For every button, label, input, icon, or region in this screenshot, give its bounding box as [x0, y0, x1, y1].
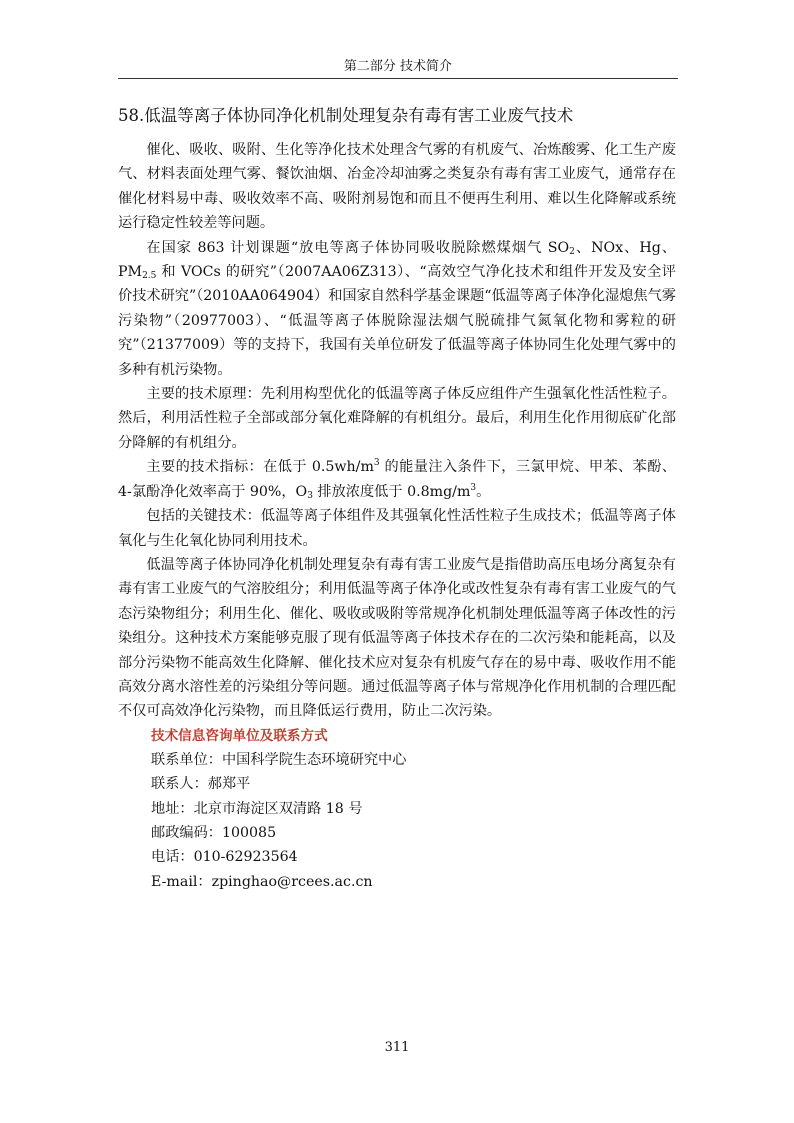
running-header: 第二部分 技术简介 — [343, 59, 453, 74]
paragraph-list — [118, 138, 676, 724]
body-paragraph — [118, 138, 676, 236]
body-paragraph — [118, 504, 676, 553]
text-run: 排放浓度低于 0.8mg/m — [312, 483, 471, 500]
text-sup: 3 — [470, 482, 477, 493]
text-sup: 3 — [373, 458, 380, 469]
text-run: 主要的技术原理：先利用构型优化的低温等离子体反应组件产生强氧化性活性粒子。然后，利用活性粒子全部或部分氧化难降解的有机组分。最后，利用生化作用彻底矿化部分降解的有机组分。 — [118, 386, 676, 451]
contact-address: 地址：北京市海淀区双清路 18 号 — [151, 800, 363, 817]
text-run: 的能量注入条件下，三氯甲烷、甲苯、苯酚、4-氯酚净化效率高于 90%，O — [118, 459, 676, 500]
body-text — [118, 138, 676, 894]
text-run: 催化、吸收、吸附、生化等净化技术处理含气雾的有机废气、冶炼酸雾、化工生产废气、材料表面处理气雾、餐饮油烟、冶金冷却油雾之类复杂有毒有害工业废气，通常存在催化材料易中毒、吸收效率不高、吸附剂易饱和而且不便再生利用、难以生化降解或系统运行稳定性较差等问题。 — [118, 142, 676, 232]
contact-email[interactable]: E-mail：zpinghao@rcees.ac.cn — [151, 873, 373, 890]
text-run: 、NOx、Hg、PM — [118, 239, 676, 281]
contact-postcode: 邮政编码：100085 — [151, 825, 277, 842]
body-paragraph — [118, 553, 676, 724]
section-title: 58.低温等离子体协同净化机制处理复杂有毒有害工业废气技术 — [118, 106, 574, 125]
text-run: 低温等离子体协同净化机制处理复杂有毒有害工业废气是指借助高压电场分离复杂有毒有害工业废气的气溶胶组分；利用低温等离子体净化或改性复杂有毒有害工业废气的气态污染物组分；利用生化、催化、吸收或吸附等常规净化机制处理低温等离子体改性的污染组分。这种技术方案能够克服了现有低温等离子体技术存在的二次污染和能耗高，以及部分污染物不能高效生化降解、催化技术应对复杂有机废气存在的易中毒、吸收作用不能高效分离水溶性差的污染组分等问题。通过低温等离子体与常规净化作用机制的合理匹配不仅可高效净化污染物，而且降低运行费用，防止二次污染。 — [118, 556, 676, 720]
text-run: 在国家 863 计划课题“放电等离子体协同吸收脱除燃煤烟气 SO — [146, 239, 570, 256]
contact-phone: 电话：010-62923564 — [151, 849, 298, 866]
text-run: 包括的关键技术：低温等离子体组件及其强氧化性活性粒子生成技术；低温等离子体氧化与生化氧化协同利用技术。 — [118, 508, 676, 549]
text-run: 主要的技术指标：在低于 0.5wh/m — [146, 459, 374, 476]
body-paragraph — [118, 455, 676, 504]
contact-block — [118, 748, 676, 894]
text-sub: 2.5 — [142, 271, 157, 282]
header-rule — [118, 78, 678, 79]
text-run: 。 — [476, 483, 491, 500]
contact-person: 联系人：郝郑平 — [151, 776, 251, 793]
contact-unit: 联系单位：中国科学院生态环境研究中心 — [151, 752, 407, 769]
page-number: 311 — [384, 1040, 410, 1055]
body-paragraph — [118, 236, 676, 382]
text-sub: 3 — [307, 490, 313, 501]
body-paragraph — [118, 382, 676, 455]
text-sub: 2 — [569, 246, 575, 257]
contact-heading: 技术信息咨询单位及联系方式 — [151, 727, 328, 744]
text-run: 和 VOCs 的研究”（2007AA06Z313）、“高效空气净化技术和组件开发及安全评价技术研究”（2010AA064904）和国家自然科学基金课题“低温等离子体净化湿熄焦气雾污染物”（20977003）、“低温等离子体脱除湿法烟气脱硫排气氮氧化物和雾粒的研究”（21377009）等的支持下，我国有关单位研发了低温等离子体协同生化处理气雾中的多种有机污染物。 — [118, 264, 676, 378]
